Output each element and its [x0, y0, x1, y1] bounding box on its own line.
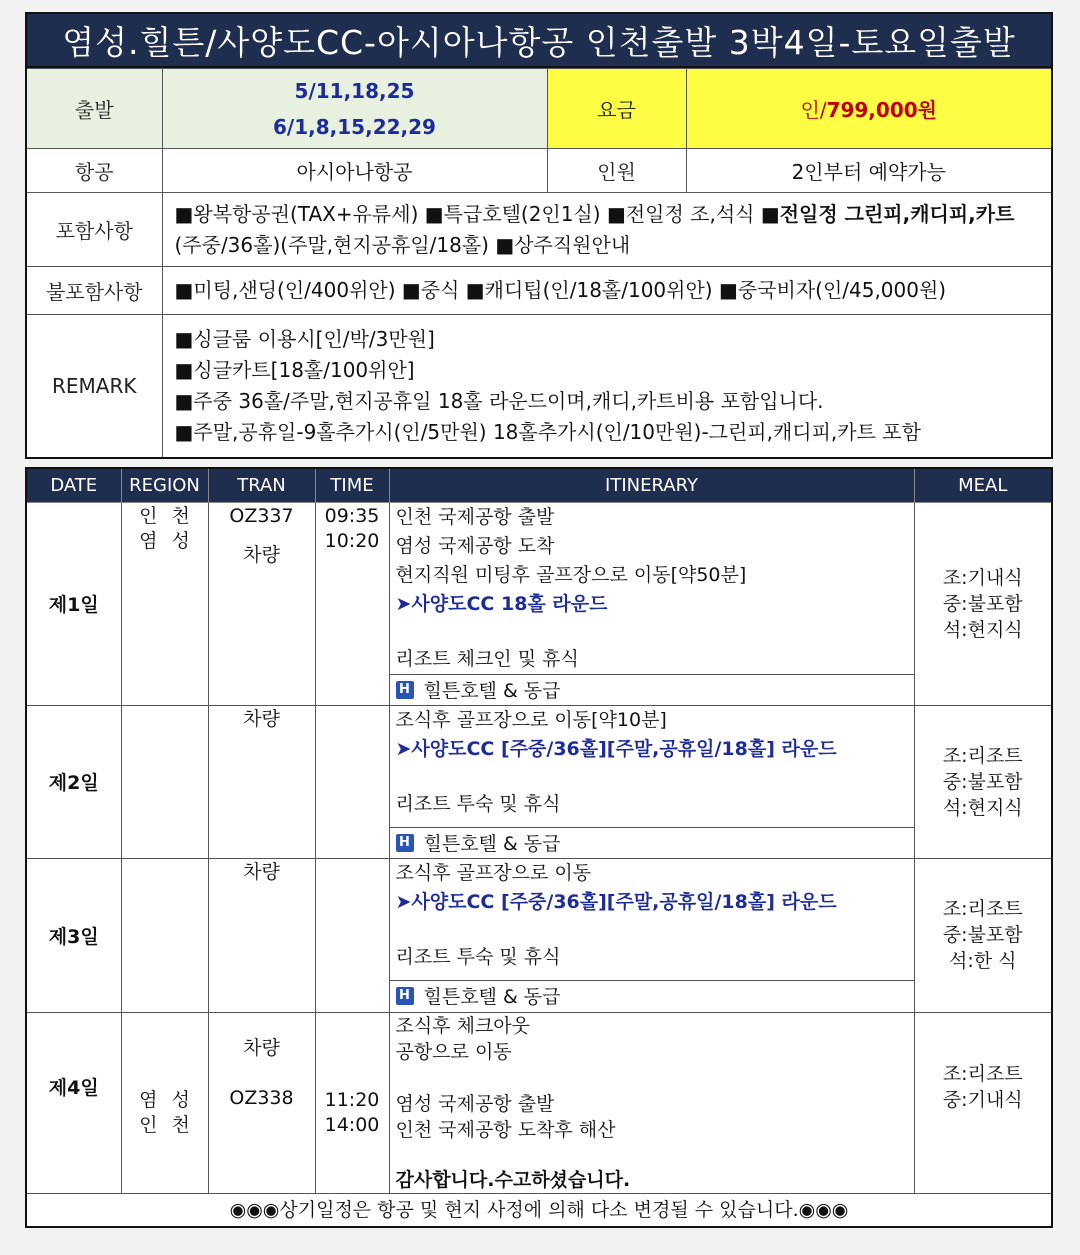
golf-round: ➤사양도CC [주중/36홀][주말,공휴일/18홀] 라운드: [395, 737, 837, 760]
hotel-name: 힐튼호텔 & 동급: [423, 680, 561, 702]
time-value: 09:35: [324, 504, 380, 527]
fee-label: 요금: [547, 69, 686, 149]
meal-item: 조:리조트: [942, 1062, 1023, 1085]
time-value: 14:00: [324, 1113, 380, 1136]
exclude-label: 불포함사항: [26, 267, 162, 315]
itinerary-line: 조식후 골프장으로 이동: [395, 861, 592, 884]
day-row: [26, 858, 1052, 1012]
meal-item: 중:불포함: [942, 770, 1023, 793]
itinerary-line: 조식후 골프장으로 이동[약10분]: [395, 708, 667, 731]
meal-item: 석:한 식: [948, 950, 1017, 972]
meal-cell: [914, 502, 1052, 705]
itinerary-table: [25, 467, 1053, 1228]
meal-item: 조:기내식: [942, 566, 1023, 589]
itinerary-line: 리조트 투숙 및 휴식: [395, 792, 561, 815]
meal-cell: [914, 705, 1052, 858]
tran-cell: [208, 502, 315, 705]
header-itinerary: ITINERARY: [389, 468, 914, 503]
time-cell: [315, 705, 389, 858]
meal-item: 중:기내식: [942, 1088, 1023, 1111]
remark-item: ■주말,공휴일-9홀추가시(인/5만원) 18홀추가시(인/10만원)-그린피,캐디피,카트 포함: [174, 419, 921, 444]
header-tran: TRAN: [208, 468, 315, 503]
page-title: 염성.힐튼/사양도CC-아시아나항공 인천출발 3박4일-토요일출발: [25, 12, 1053, 68]
tran-cell: [208, 705, 315, 858]
itinerary-cell: [389, 858, 914, 1012]
fee-amount: 799,000원: [826, 98, 937, 122]
itinerary-cell: [389, 705, 914, 858]
include-label: 포함사항: [26, 193, 162, 267]
itinerary-line: 염성 국제공항 출발: [395, 1092, 555, 1115]
transport-vehicle: 차량: [243, 543, 280, 566]
remark-list: [162, 315, 1052, 458]
itinerary-line: 리조트 투숙 및 휴식: [395, 945, 561, 968]
info-table: [25, 68, 1053, 459]
meal-cell: [914, 858, 1052, 1012]
remark-label: REMARK: [26, 315, 162, 458]
meal-cell: [914, 1012, 1052, 1193]
transport-vehicle: 차량: [243, 707, 280, 730]
include-text-part: (주중/36홀)(주말,현지공휴일/18홀) ■상주직원안내: [174, 232, 631, 257]
day-row: [26, 1012, 1052, 1193]
footer-note: ◉◉◉상기일정은 항공 및 현지 사정에 의해 다소 변경될 수 있습니다.◉◉◉: [26, 1193, 1052, 1227]
region-name: 염성: [139, 529, 204, 552]
fee-value: [686, 69, 1052, 149]
header-meal: MEAL: [914, 468, 1052, 503]
day-label: 제2일: [26, 705, 121, 858]
depart-label: 출발: [26, 69, 162, 149]
itinerary-line: 리조트 체크인 및 휴식: [395, 647, 579, 670]
day-label: 제3일: [26, 858, 121, 1012]
region-name: 인천: [139, 504, 204, 527]
itinerary-line: 인천 국제공항 도착후 해산: [395, 1118, 616, 1141]
tran-cell: [208, 1012, 315, 1193]
meal-item: 중:불포함: [942, 592, 1023, 615]
itinerary-line: 인천 국제공항 출발: [395, 505, 555, 528]
people-label: 인원: [547, 149, 686, 193]
day-label: 제1일: [26, 502, 121, 705]
time-cell: [315, 1012, 389, 1193]
hotel-name: 힐튼호텔 & 동급: [423, 986, 561, 1008]
people-value: 2인부터 예약가능: [686, 149, 1052, 193]
meal-item: 석:현지식: [942, 796, 1023, 819]
meal-item: 조:리조트: [942, 898, 1023, 920]
header-time: TIME: [315, 468, 389, 503]
itinerary-line: 공항으로 이동: [395, 1040, 512, 1063]
transport-vehicle: 차량: [243, 1036, 280, 1059]
day-label: 제4일: [26, 1012, 121, 1193]
itinerary-line: 조식후 체크아웃: [395, 1014, 531, 1037]
hotel-icon: H: [396, 834, 414, 852]
region-cell: [121, 858, 208, 1012]
meal-item: 석:현지식: [942, 618, 1023, 641]
transport-vehicle: 차량: [243, 860, 280, 883]
day-row: [26, 502, 1052, 705]
include-text-bold: ■전일정 그린피,캐디피,카트: [760, 201, 1015, 226]
itinerary-line: 염성 국제공항 도착: [395, 534, 555, 557]
itinerary-cell: [389, 1012, 914, 1193]
remark-item: ■주중 36홀/주말,현지공휴일 18홀 라운드이며,캐디,카트비용 포함입니다.: [174, 388, 824, 413]
header-region: REGION: [121, 468, 208, 503]
time-value: 11:20: [324, 1088, 380, 1111]
fee-prefix: 인/: [800, 98, 827, 122]
include-text: [162, 193, 1052, 267]
hotel-icon: H: [396, 987, 414, 1005]
header-date: DATE: [26, 468, 121, 503]
hotel-row: [390, 980, 914, 1011]
include-text-part: ■왕복항공권(TAX+유류세) ■특급호텔(2인1실) ■전일정 조,석식: [174, 201, 761, 226]
exclude-text: ■미팅,샌딩(인/400위안) ■중식 ■캐디팁(인/18홀/100위안) ■중국비자(인/45,000원): [162, 267, 1052, 315]
hotel-icon: H: [396, 681, 414, 699]
airline-label: 항공: [26, 149, 162, 193]
hotel-name: 힐튼호텔 & 동급: [423, 833, 561, 855]
meal-item: 조:리조트: [942, 744, 1023, 767]
itinerary-cell: [389, 502, 914, 705]
region-cell: [121, 1012, 208, 1193]
time-cell: [315, 858, 389, 1012]
airline-value: 아시아나항공: [162, 149, 547, 193]
hotel-row: [390, 674, 914, 705]
depart-dates-line: 5/11,18,25: [294, 78, 415, 103]
flight-number: OZ338: [229, 1086, 294, 1109]
tran-cell: [208, 858, 315, 1012]
time-cell: [315, 502, 389, 705]
region-name: 염성: [139, 1088, 204, 1111]
hotel-row: [390, 827, 914, 858]
remark-item: ■싱글룸 이용시[인/박/3만원]: [174, 326, 435, 351]
depart-dates: [162, 69, 547, 149]
golf-round: ➤사양도CC [주중/36홀][주말,공휴일/18홀] 라운드: [395, 890, 837, 913]
region-cell: [121, 502, 208, 705]
day-row: [26, 705, 1052, 858]
region-cell: [121, 705, 208, 858]
meal-item: 중:불포함: [942, 924, 1023, 946]
depart-dates-line: 6/1,8,15,22,29: [273, 114, 436, 139]
tour-sheet: [25, 12, 1053, 1228]
itinerary-line: 현지직원 미팅후 골프장으로 이동[약50분]: [395, 563, 747, 586]
flight-number: OZ337: [229, 504, 294, 527]
golf-round: ➤사양도CC 18홀 라운드: [395, 592, 608, 615]
time-value: 10:20: [324, 529, 380, 552]
remark-item: ■싱글카트[18홀/100위안]: [174, 357, 415, 382]
region-name: 인천: [139, 1113, 204, 1136]
closing-message: 감사합니다.수고하셨습니다.: [395, 1168, 631, 1191]
